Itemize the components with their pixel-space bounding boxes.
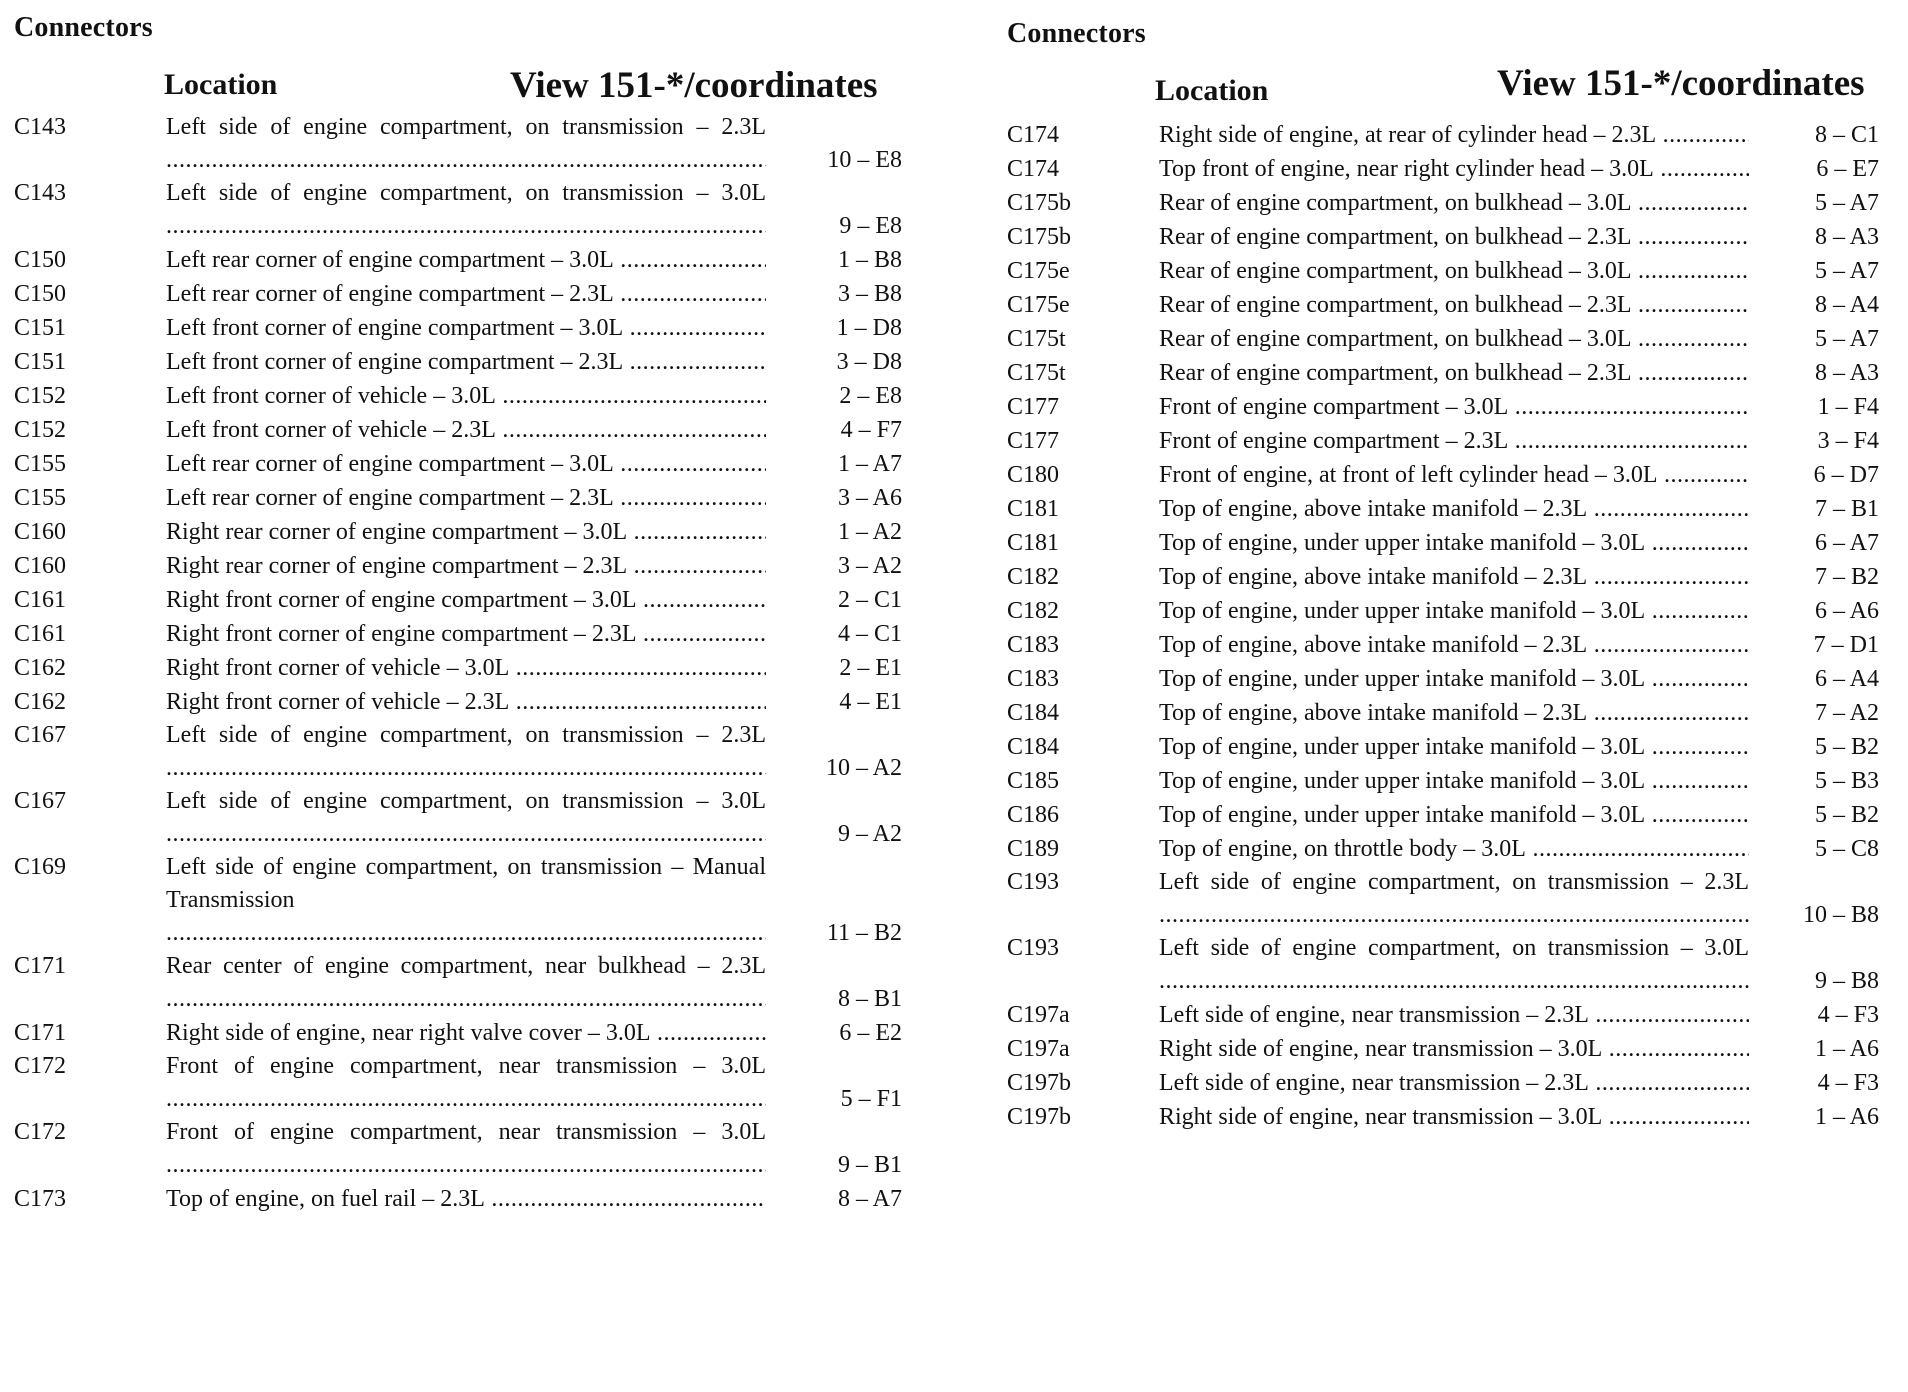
connector-location-text: Left rear corner of engine compartment – 2.3L ..... — [166, 481, 766, 515]
connector-location-text: Rear of engine compartment, on bulkhead – 2.3L ..... — [1159, 288, 1749, 322]
connector-location — [1159, 662, 1749, 696]
connector-location-text: Top of engine, above intake manifold – 2.3L ..... — [1159, 628, 1749, 662]
connector-location — [166, 617, 766, 651]
view-coordinate-ref: 9 – A2 — [837, 821, 902, 847]
view-coordinate-ref: 8 – C1 — [1814, 122, 1879, 148]
connector-location-text: Left front corner of vehicle – 3.0L ..... — [166, 379, 766, 413]
connector-row — [14, 277, 914, 311]
connector-location-text: Rear of engine compartment, on bulkhead – 3.0L ..... — [1159, 186, 1749, 220]
connector-location — [166, 379, 766, 413]
connector-location — [1159, 458, 1749, 492]
connector-location-text: Top of engine, on fuel rail – 2.3L ..... — [166, 1182, 766, 1216]
view-coordinate-ref: 6 – D7 — [1813, 462, 1879, 488]
connector-location — [166, 177, 766, 243]
connector-code: C162 — [14, 655, 67, 681]
view-coordinate-ref: 8 – A4 — [1814, 292, 1879, 318]
connector-code: C171 — [14, 1020, 67, 1046]
view-coordinate-ref: 4 – C1 — [837, 621, 902, 647]
connector-row — [14, 851, 914, 950]
connector-code: C197a — [1007, 1036, 1070, 1062]
connector-location-text: Front of engine compartment, near transmission – 3.0L ..... — [166, 1116, 766, 1182]
connector-location-text: Left side of engine compartment, on transmission – 3.0L ..... — [166, 785, 766, 851]
connector-code: C162 — [14, 689, 67, 715]
connector-code: C155 — [14, 485, 67, 511]
connector-location-text: Left front corner of engine compartment – 3.0L ..... — [166, 311, 766, 345]
connector-location — [166, 311, 766, 345]
view-coordinate-ref: 5 – B2 — [1814, 734, 1879, 760]
connector-location-text: Top of engine, under upper intake manifold – 3.0L ..... — [1159, 798, 1749, 832]
connector-row — [14, 481, 914, 515]
connector-location-text: Right side of engine, near transmission – 3.0L ..... — [1159, 1100, 1749, 1134]
connector-location-text: Front of engine compartment – 3.0L ..... — [1159, 390, 1749, 424]
connector-location — [166, 950, 766, 1016]
connector-code: C161 — [14, 621, 67, 647]
connector-list — [14, 111, 914, 1216]
view-coordinate-ref: 9 – E8 — [839, 213, 902, 239]
connector-location-text: Left front corner of engine compartment – 2.3L ..... — [166, 345, 766, 379]
connector-location-text: Left side of engine, near transmission – 2.3L ..... — [1159, 1066, 1749, 1100]
connector-location-text: Left side of engine compartment, on transmission – 2.3L ..... — [166, 111, 766, 177]
connector-code: C197b — [1007, 1070, 1072, 1096]
connector-code: C160 — [14, 519, 67, 545]
connector-code: C177 — [1007, 428, 1060, 454]
connector-location — [166, 685, 766, 719]
connector-location-text: Front of engine, at front of left cylinder head – 3.0L ..... — [1159, 458, 1749, 492]
connector-code: C150 — [14, 281, 67, 307]
connector-location-text: Rear of engine compartment, on bulkhead – 2.3L ..... — [1159, 220, 1749, 254]
connector-row — [14, 413, 914, 447]
view-coordinate-ref: 4 – F3 — [1817, 1002, 1879, 1028]
view-coordinate-ref: 3 – B8 — [837, 281, 902, 307]
view-coordinate-ref: 7 – B2 — [1814, 564, 1879, 590]
connector-location — [166, 549, 766, 583]
connector-code: C185 — [1007, 768, 1060, 794]
view-coordinate-ref: 6 – A4 — [1814, 666, 1879, 692]
connector-row — [1007, 390, 1897, 424]
connector-row — [14, 785, 914, 851]
connector-location-text: Left rear corner of engine compartment – 2.3L ..... — [166, 277, 766, 311]
connector-location-text: Top of engine, under upper intake manifold – 3.0L ..... — [1159, 594, 1749, 628]
connector-code: C143 — [14, 180, 67, 206]
connector-location-text: Top of engine, on throttle body – 3.0L ..... — [1159, 832, 1749, 866]
connector-location-text: Right side of engine, near right valve cover – 3.0L ..... — [166, 1016, 766, 1050]
connector-location — [1159, 560, 1749, 594]
view-coordinate-ref: 8 – A3 — [1814, 224, 1879, 250]
connector-location — [1159, 118, 1749, 152]
view-coordinate-ref: 5 – A7 — [1814, 258, 1879, 284]
view-coordinate-ref: 1 – A6 — [1814, 1104, 1879, 1130]
connector-location — [1159, 696, 1749, 730]
connector-location-text: Top of engine, above intake manifold – 2.3L ..... — [1159, 560, 1749, 594]
connector-row — [1007, 186, 1897, 220]
connector-location — [1159, 288, 1749, 322]
connector-location — [166, 851, 766, 950]
connector-location-text: Rear of engine compartment, on bulkhead – 2.3L ..... — [1159, 356, 1749, 390]
view-coordinate-ref: 11 – B2 — [826, 920, 902, 946]
connector-row — [1007, 998, 1897, 1032]
connector-row — [1007, 322, 1897, 356]
view-coordinate-ref: 5 – B3 — [1814, 768, 1879, 794]
connector-row — [1007, 1066, 1897, 1100]
view-coordinate-ref: 4 – E1 — [839, 689, 902, 715]
connector-location-text: Rear center of engine compartment, near bulkhead – 2.3L ..... — [166, 950, 766, 1016]
connector-code: C184 — [1007, 734, 1060, 760]
view-coordinate-ref: 3 – D8 — [836, 349, 902, 375]
connector-location-text: Left rear corner of engine compartment – 3.0L ..... — [166, 447, 766, 481]
connector-code: C143 — [14, 114, 67, 140]
connector-location-text: Top front of engine, near right cylinder head – 3.0L ..... — [1159, 152, 1749, 186]
connector-location — [1159, 492, 1749, 526]
connector-row — [1007, 1100, 1897, 1134]
view-coordinate-ref: 6 – E2 — [839, 1020, 902, 1046]
connector-code: C180 — [1007, 462, 1060, 488]
view-coordinate-ref: 6 – A6 — [1814, 598, 1879, 624]
connector-row — [14, 345, 914, 379]
connector-location-text: Right rear corner of engine compartment – 3.0L ..... — [166, 515, 766, 549]
connector-code: C152 — [14, 417, 67, 443]
view-coordinate-ref: 5 – A7 — [1814, 190, 1879, 216]
view-coordinates-column-header: View 151-*/coordinates — [510, 65, 878, 106]
connector-location-text: Top of engine, under upper intake manifold – 3.0L ..... — [1159, 526, 1749, 560]
connector-location-text: Left side of engine compartment, on transmission – 2.3L ..... — [1159, 866, 1749, 932]
connector-row — [14, 651, 914, 685]
connector-location-text: Rear of engine compartment, on bulkhead – 3.0L ..... — [1159, 322, 1749, 356]
connector-code: C182 — [1007, 598, 1060, 624]
connector-code: C183 — [1007, 666, 1060, 692]
location-column-header: Location — [1155, 74, 1269, 107]
view-coordinate-ref: 1 – A6 — [1814, 1036, 1879, 1062]
connector-code: C181 — [1007, 496, 1060, 522]
connector-location-text: Left side of engine compartment, on transmission – 2.3L ..... — [166, 719, 766, 785]
section-title: Connectors — [14, 12, 153, 43]
connector-location — [166, 651, 766, 685]
view-coordinates-column-header: View 151-*/coordinates — [1497, 63, 1865, 104]
section-title: Connectors — [1007, 18, 1146, 49]
connector-location — [1159, 220, 1749, 254]
connector-row — [14, 177, 914, 243]
connector-location-text: Left side of engine compartment, on transmission – 3.0L ..... — [166, 177, 766, 243]
connector-location — [1159, 390, 1749, 424]
connector-code: C152 — [14, 383, 67, 409]
connector-location — [1159, 832, 1749, 866]
connector-location — [1159, 186, 1749, 220]
connector-code: C183 — [1007, 632, 1060, 658]
connector-list — [1007, 118, 1897, 1134]
view-coordinate-ref: 2 – C1 — [837, 587, 902, 613]
connector-row — [14, 243, 914, 277]
connector-location-text: Right rear corner of engine compartment – 2.3L ..... — [166, 549, 766, 583]
connector-row — [14, 311, 914, 345]
view-coordinate-ref: 4 – F7 — [840, 417, 902, 443]
view-coordinate-ref: 8 – A7 — [837, 1186, 902, 1212]
connector-code: C155 — [14, 451, 67, 477]
connector-location — [166, 345, 766, 379]
view-coordinate-ref: 7 – D1 — [1813, 632, 1879, 658]
view-coordinate-ref: 6 – E7 — [1816, 156, 1879, 182]
connector-location — [1159, 152, 1749, 186]
connector-location — [166, 1016, 766, 1050]
connector-code: C160 — [14, 553, 67, 579]
connector-row — [14, 583, 914, 617]
connector-row — [1007, 526, 1897, 560]
connector-location — [166, 1050, 766, 1116]
view-coordinate-ref: 2 – E1 — [839, 655, 902, 681]
connector-row — [1007, 118, 1897, 152]
connector-row — [14, 1116, 914, 1182]
connector-row — [1007, 764, 1897, 798]
view-coordinate-ref: 8 – B1 — [837, 986, 902, 1012]
view-coordinate-ref: 5 – F1 — [840, 1086, 902, 1112]
connector-location-text: Right front corner of engine compartment – 2.3L ..... — [166, 617, 766, 651]
connector-row — [14, 515, 914, 549]
view-coordinate-ref: 1 – B8 — [837, 247, 902, 273]
view-coordinate-ref: 9 – B8 — [1814, 968, 1879, 994]
connector-row — [1007, 560, 1897, 594]
connector-location-text: Right front corner of vehicle – 2.3L ..... — [166, 685, 766, 719]
view-coordinate-ref: 5 – B2 — [1814, 802, 1879, 828]
connector-location-text: Top of engine, above intake manifold – 2.3L ..... — [1159, 492, 1749, 526]
view-coordinate-ref: 1 – A7 — [837, 451, 902, 477]
connector-code: C177 — [1007, 394, 1060, 420]
connector-location — [1159, 1066, 1749, 1100]
connector-location — [1159, 424, 1749, 458]
view-coordinate-ref: 3 – A6 — [837, 485, 902, 511]
connector-location — [1159, 866, 1749, 932]
location-column-header: Location — [164, 68, 278, 101]
connector-code: C172 — [14, 1053, 67, 1079]
connector-location — [166, 243, 766, 277]
connector-row — [1007, 932, 1897, 998]
connector-location-text: Rear of engine compartment, on bulkhead – 3.0L ..... — [1159, 254, 1749, 288]
connector-row — [1007, 628, 1897, 662]
connector-location-text: Top of engine, under upper intake manifold – 3.0L ..... — [1159, 764, 1749, 798]
connector-row — [1007, 356, 1897, 390]
connector-row — [1007, 866, 1897, 932]
connector-location — [1159, 798, 1749, 832]
connector-code: C167 — [14, 788, 67, 814]
connector-code: C197b — [1007, 1104, 1072, 1130]
connector-location-text: Right side of engine, near transmission – 3.0L ..... — [1159, 1032, 1749, 1066]
connector-location-text: Top of engine, under upper intake manifold – 3.0L ..... — [1159, 662, 1749, 696]
view-coordinate-ref: 3 – F4 — [1817, 428, 1879, 454]
connector-code: C193 — [1007, 869, 1060, 895]
connector-row — [14, 1182, 914, 1216]
connector-code: C173 — [14, 1186, 67, 1212]
connector-location — [1159, 1100, 1749, 1134]
connector-row — [1007, 798, 1897, 832]
view-coordinate-ref: 10 – A2 — [825, 755, 902, 781]
connector-code: C197a — [1007, 1002, 1070, 1028]
connector-row — [1007, 152, 1897, 186]
connector-row — [14, 379, 914, 413]
view-coordinate-ref: 2 – E8 — [839, 383, 902, 409]
connector-location-text: Front of engine compartment, near transmission – 3.0L ..... — [166, 1050, 766, 1116]
connector-row — [1007, 288, 1897, 322]
connector-row — [1007, 696, 1897, 730]
connector-code: C184 — [1007, 700, 1060, 726]
connector-location — [1159, 594, 1749, 628]
connector-location — [1159, 322, 1749, 356]
connector-location — [1159, 356, 1749, 390]
view-coordinate-ref: 5 – C8 — [1814, 836, 1879, 862]
connector-location — [166, 413, 766, 447]
view-coordinate-ref: 7 – A2 — [1814, 700, 1879, 726]
connector-location — [166, 785, 766, 851]
connector-location-text: Left front corner of vehicle – 2.3L ..... — [166, 413, 766, 447]
connector-location-text: Right side of engine, at rear of cylinder head – 2.3L ..... — [1159, 118, 1749, 152]
view-coordinate-ref: 10 – B8 — [1802, 902, 1879, 928]
connector-code: C189 — [1007, 836, 1060, 862]
connector-code: C175t — [1007, 326, 1066, 352]
connector-code: C169 — [14, 854, 67, 880]
connector-code: C167 — [14, 722, 67, 748]
connector-location-text: Left side of engine compartment, on transmission – 3.0L ..... — [1159, 932, 1749, 998]
connector-code: C175b — [1007, 190, 1072, 216]
connector-location — [1159, 998, 1749, 1032]
connector-location — [1159, 932, 1749, 998]
connector-location-text: Front of engine compartment – 2.3L ..... — [1159, 424, 1749, 458]
connector-row — [1007, 458, 1897, 492]
connector-location — [166, 111, 766, 177]
connector-location-text: Left rear corner of engine compartment – 3.0L ..... — [166, 243, 766, 277]
connector-location — [166, 1116, 766, 1182]
connector-location — [1159, 628, 1749, 662]
connector-code: C172 — [14, 1119, 67, 1145]
connector-row — [1007, 254, 1897, 288]
connector-location — [166, 1182, 766, 1216]
connector-location-text: Top of engine, under upper intake manifold – 3.0L ..... — [1159, 730, 1749, 764]
connector-code: C175e — [1007, 292, 1070, 318]
connector-code: C151 — [14, 349, 67, 375]
connector-row — [1007, 730, 1897, 764]
view-coordinate-ref: 8 – A3 — [1814, 360, 1879, 386]
connector-code: C193 — [1007, 935, 1060, 961]
view-coordinate-ref: 6 – A7 — [1814, 530, 1879, 556]
connector-row — [1007, 594, 1897, 628]
connector-code: C151 — [14, 315, 67, 341]
connector-row — [14, 685, 914, 719]
connector-row — [14, 111, 914, 177]
view-coordinate-ref: 1 – F4 — [1817, 394, 1879, 420]
view-coordinate-ref: 1 – D8 — [836, 315, 902, 341]
connector-code: C174 — [1007, 156, 1060, 182]
connector-location — [1159, 1032, 1749, 1066]
view-coordinate-ref: 7 – B1 — [1814, 496, 1879, 522]
connector-row — [14, 1050, 914, 1116]
connector-location — [1159, 730, 1749, 764]
connector-code: C161 — [14, 587, 67, 613]
connector-row — [14, 617, 914, 651]
view-coordinate-ref: 1 – A2 — [837, 519, 902, 545]
connector-location-text: Left side of engine, near transmission – 2.3L ..... — [1159, 998, 1749, 1032]
view-coordinate-ref: 10 – E8 — [827, 147, 902, 173]
connector-location — [1159, 526, 1749, 560]
connector-location — [166, 277, 766, 311]
connector-location-text: Top of engine, above intake manifold – 2.3L ..... — [1159, 696, 1749, 730]
connector-row — [1007, 832, 1897, 866]
connector-code: C175e — [1007, 258, 1070, 284]
connector-location — [166, 481, 766, 515]
connector-row — [1007, 424, 1897, 458]
connector-code: C150 — [14, 247, 67, 273]
connector-code: C175t — [1007, 360, 1066, 386]
connector-location — [166, 719, 766, 785]
connector-code: C171 — [14, 953, 67, 979]
view-coordinate-ref: 9 – B1 — [837, 1152, 902, 1178]
view-coordinate-ref: 4 – F3 — [1817, 1070, 1879, 1096]
connector-location — [1159, 254, 1749, 288]
view-coordinate-ref: 5 – A7 — [1814, 326, 1879, 352]
connector-row — [1007, 220, 1897, 254]
connector-row — [14, 719, 914, 785]
connector-code: C175b — [1007, 224, 1072, 250]
connector-code: C174 — [1007, 122, 1060, 148]
connector-location — [166, 447, 766, 481]
connector-location — [166, 583, 766, 617]
view-coordinate-ref: 3 – A2 — [837, 553, 902, 579]
connector-row — [14, 1016, 914, 1050]
connector-code: C182 — [1007, 564, 1060, 590]
connector-row — [1007, 1032, 1897, 1066]
connector-row — [1007, 492, 1897, 526]
connector-row — [14, 950, 914, 1016]
connector-row — [14, 447, 914, 481]
connector-code: C186 — [1007, 802, 1060, 828]
connector-location — [166, 515, 766, 549]
connector-location-text: Right front corner of vehicle – 3.0L ..... — [166, 651, 766, 685]
connector-row — [1007, 662, 1897, 696]
connector-row — [14, 549, 914, 583]
connector-code: C181 — [1007, 530, 1060, 556]
connector-location-text: Right front corner of engine compartment – 3.0L ..... — [166, 583, 766, 617]
connector-location-text: Left side of engine compartment, on transmission – Manual Transmission ..... — [166, 851, 766, 950]
connector-location — [1159, 764, 1749, 798]
